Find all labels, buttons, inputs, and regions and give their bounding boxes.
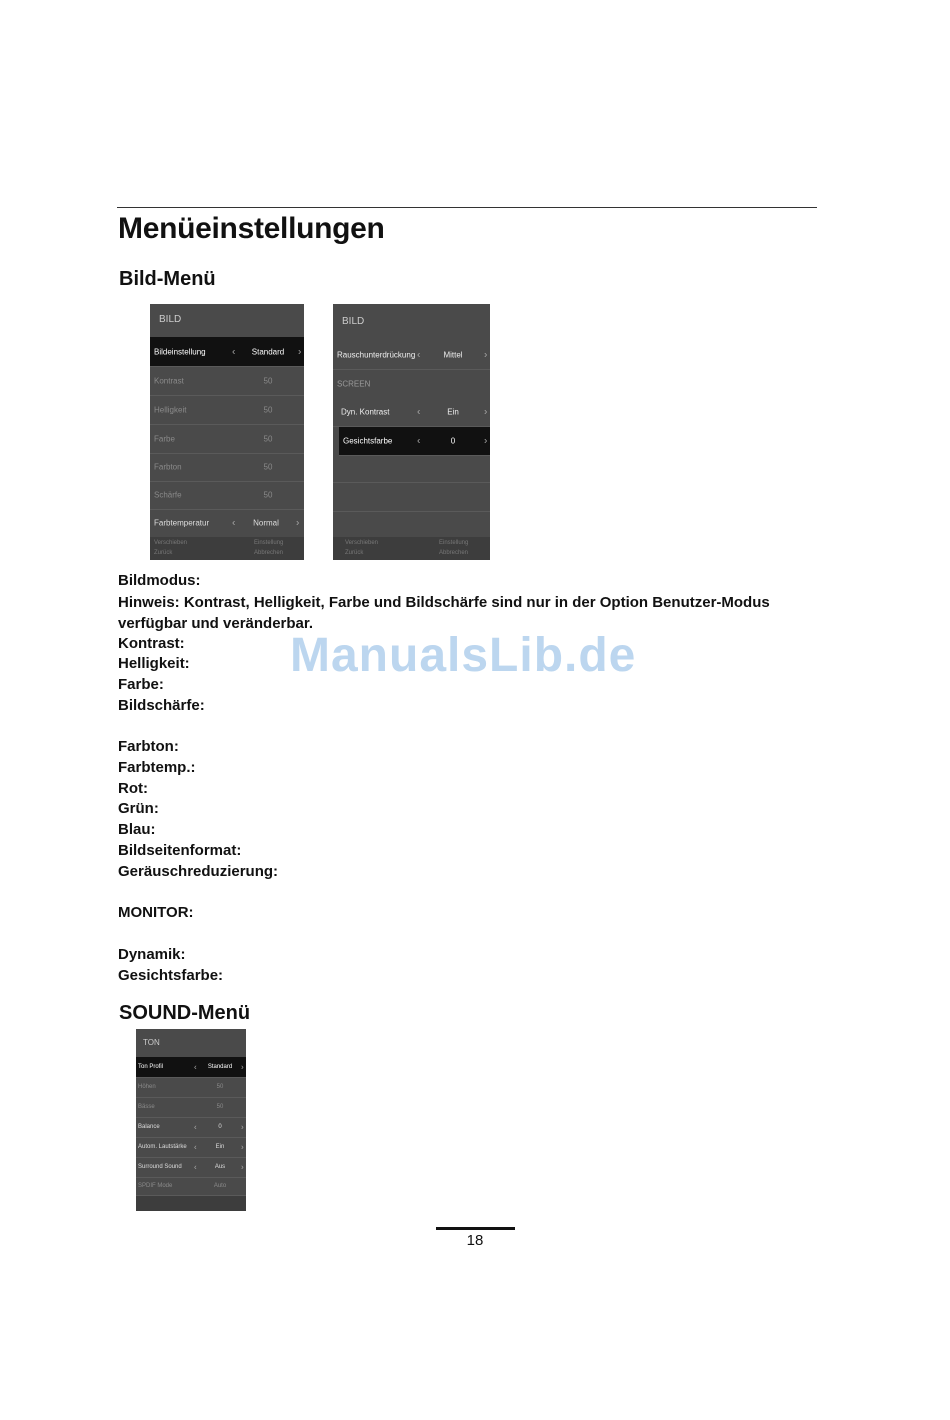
chevron-left-icon: ‹ [417,406,421,418]
osd-row: Helligkeit 50 [150,395,304,425]
label-geraeuschreduzierung: Geräuschreduzierung: [118,863,279,880]
osd-row: Kontrast 50 [150,366,304,396]
label-rot: Rot: [118,780,148,797]
watermark: ManualsLib.de [290,629,637,682]
osd-title: BILD [159,314,182,325]
osd-row: Gesichtsfarbe ‹ 0 › [339,427,490,456]
osd-row: Bässe 50 [136,1097,246,1118]
chevron-right-icon: › [241,1062,244,1072]
label-kontrast: Kontrast: [118,635,185,652]
chevron-left-icon: ‹ [194,1162,197,1172]
osd-row: Schärfe 50 [150,481,304,510]
label-dynamik: Dynamik: [118,946,186,963]
osd-row: SPDIF Mode Auto [136,1177,246,1196]
label-farbe: Farbe: [118,676,164,693]
bild-menu-screenshot-1 [150,304,304,560]
bild-menu-screenshot-2 [333,304,490,560]
label-farbton: Farbton: [118,738,179,755]
chevron-right-icon: › [296,517,300,529]
label-blau: Blau: [118,821,156,838]
osd-row: Autom. Lautstärke ‹ Ein › [136,1137,246,1158]
osd-row: Surround Sound ‹ Aus › [136,1157,246,1178]
page-number-bar [436,1227,515,1230]
osd-row: Rauschunterdrückung ‹ Mittel › [333,340,490,370]
chevron-left-icon: ‹ [194,1142,197,1152]
sound-menu-screenshot [136,1029,246,1211]
chevron-right-icon: › [241,1122,244,1132]
osd-footer [136,1196,246,1211]
chevron-right-icon: › [241,1162,244,1172]
label-bildmodus: Bildmodus: [118,572,201,589]
osd-row: Balance ‹ 0 › [136,1117,246,1138]
chevron-right-icon: › [241,1142,244,1152]
label-gesichtsfarbe: Gesichtsfarbe: [118,967,224,984]
label-farbtemp: Farbtemp.: [118,759,196,776]
label-monitor: MONITOR: [118,904,194,921]
chevron-left-icon: ‹ [417,435,421,447]
chevron-left-icon: ‹ [232,517,236,529]
osd-row: Farbtemperatur ‹ Normal › [150,509,304,538]
chevron-left-icon: ‹ [194,1062,197,1072]
osd-footer: Verschieben Einstellung Zurück Abbrechen [150,537,304,560]
osd-footer: Verschieben Einstellung Zurück Abbrechen [333,537,490,560]
page-title: Menüeinstellungen [118,212,385,245]
chevron-left-icon: ‹ [232,346,236,357]
osd-title: BILD [342,316,365,327]
osd-row: Bildeinstellung ‹ Standard › [150,337,304,367]
section-title-bild: Bild-Menü [119,268,216,290]
label-gruen: Grün: [118,800,159,817]
osd-empty-row [333,482,490,512]
osd-row: Farbe 50 [150,424,304,454]
label-bildschaerfe: Bildschärfe: [118,697,205,714]
hinweis-note: Hinweis: Kontrast, Helligkeit, Farbe und Bildschärfe sind nur in der Option Benutzer-Modus verfügbar und veränderbar. [118,594,770,632]
label-helligkeit: Helligkeit: [118,655,190,672]
label-bildseitenformat: Bildseitenformat: [118,842,242,859]
page-number: 18 [466,1232,484,1249]
osd-row: Farbton 50 [150,453,304,482]
chevron-right-icon: › [484,435,488,447]
osd-row: Dyn. Kontrast ‹ Ein › [333,398,490,427]
osd-title: TON [143,1038,160,1047]
chevron-left-icon: ‹ [417,349,421,360]
section-title-sound: SOUND-Menü [119,1002,251,1024]
chevron-right-icon: › [484,349,488,360]
chevron-left-icon: ‹ [194,1122,197,1132]
osd-row: Ton Profil ‹ Standard › [136,1057,246,1078]
chevron-right-icon: › [298,346,302,357]
header-rule [117,207,817,208]
osd-row: Höhen 50 [136,1077,246,1098]
chevron-right-icon: › [484,406,488,418]
osd-section-header: SCREEN [337,379,371,389]
